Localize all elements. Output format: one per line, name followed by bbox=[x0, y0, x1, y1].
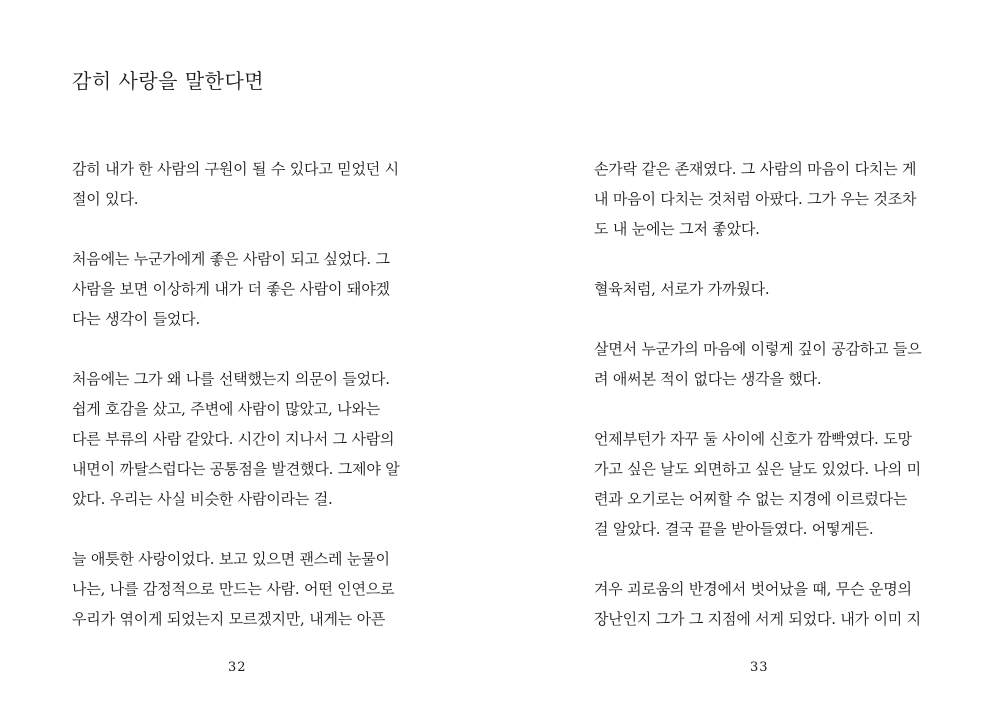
text-line: 언제부턴가 자꾸 둘 사이에 신호가 깜빡였다. 도망 bbox=[594, 430, 912, 448]
paragraph bbox=[594, 154, 930, 244]
right-page bbox=[500, 0, 1000, 714]
text-line: 살면서 누군가의 마음에 이렇게 깊이 공감하고 들으 bbox=[594, 340, 922, 358]
left-page-body bbox=[72, 154, 412, 664]
text-line: 처음에는 누군가에게 좋은 사람이 되고 싶었다. 그 bbox=[72, 250, 390, 268]
text-line: 쉽게 호감을 샀고, 주변에 사람이 많았고, 나와는 bbox=[72, 400, 381, 418]
text-line: 내 마음이 다치는 것처럼 아팠다. 그가 우는 것조차 bbox=[594, 190, 917, 208]
text-line: 장난인지 그가 그 지점에 서게 되었다. 내가 이미 지 bbox=[594, 610, 921, 628]
page-number: 33 bbox=[750, 660, 769, 675]
paragraph bbox=[72, 244, 412, 334]
page-number: 32 bbox=[228, 660, 247, 675]
paragraph bbox=[72, 364, 412, 514]
right-page-body bbox=[594, 154, 930, 664]
text-line: 처음에는 그가 왜 나를 선택했는지 의문이 들었다. bbox=[72, 370, 390, 388]
paragraph bbox=[72, 544, 412, 634]
text-line: 았다. 우리는 사실 비슷한 사람이라는 걸. bbox=[72, 490, 333, 508]
text-line: 손가락 같은 존재였다. 그 사람의 마음이 다치는 게 bbox=[594, 160, 917, 178]
text-line: 가고 싶은 날도 외면하고 싶은 날도 있었다. 나의 미 bbox=[594, 460, 921, 478]
text-line: 사람을 보면 이상하게 내가 더 좋은 사람이 돼야겠 bbox=[72, 280, 390, 298]
text-line: 려 애써본 적이 없다는 생각을 했다. bbox=[594, 370, 822, 388]
chapter-title: 감히 사랑을 말한다면 bbox=[72, 69, 265, 93]
text-line: 겨우 괴로움의 반경에서 벗어났을 때, 무슨 운명의 bbox=[594, 580, 912, 598]
text-line: 다른 부류의 사람 같았다. 시간이 지나서 그 사람의 bbox=[72, 430, 395, 448]
text-line: 도 내 눈에는 그저 좋았다. bbox=[594, 220, 760, 238]
text-line: 나는, 나를 감정적으로 만드는 사람. 어떤 인연으로 bbox=[72, 580, 395, 598]
text-line: 절이 있다. bbox=[72, 190, 139, 208]
text-line: 감히 내가 한 사람의 구원이 될 수 있다고 믿었던 시 bbox=[72, 160, 399, 178]
paragraph bbox=[594, 334, 930, 394]
paragraph bbox=[594, 574, 930, 634]
text-line: 내면이 까탈스럽다는 공통점을 발견했다. 그제야 알 bbox=[72, 460, 400, 478]
text-line: 우리가 엮이게 되었는지 모르겠지만, 내게는 아픈 bbox=[72, 610, 386, 628]
paragraph bbox=[594, 424, 930, 544]
text-line: 혈육처럼, 서로가 가까웠다. bbox=[594, 280, 770, 298]
text-line: 걸 알았다. 결국 끝을 받아들였다. 어떻게든. bbox=[594, 520, 874, 538]
text-line: 련과 오기로는 어찌할 수 없는 지경에 이르렀다는 bbox=[594, 490, 908, 508]
text-line: 늘 애틋한 사랑이었다. 보고 있으면 괜스레 눈물이 bbox=[72, 550, 390, 568]
paragraph bbox=[594, 274, 930, 304]
text-line: 다는 생각이 들었다. bbox=[72, 310, 201, 328]
paragraph bbox=[72, 154, 412, 214]
